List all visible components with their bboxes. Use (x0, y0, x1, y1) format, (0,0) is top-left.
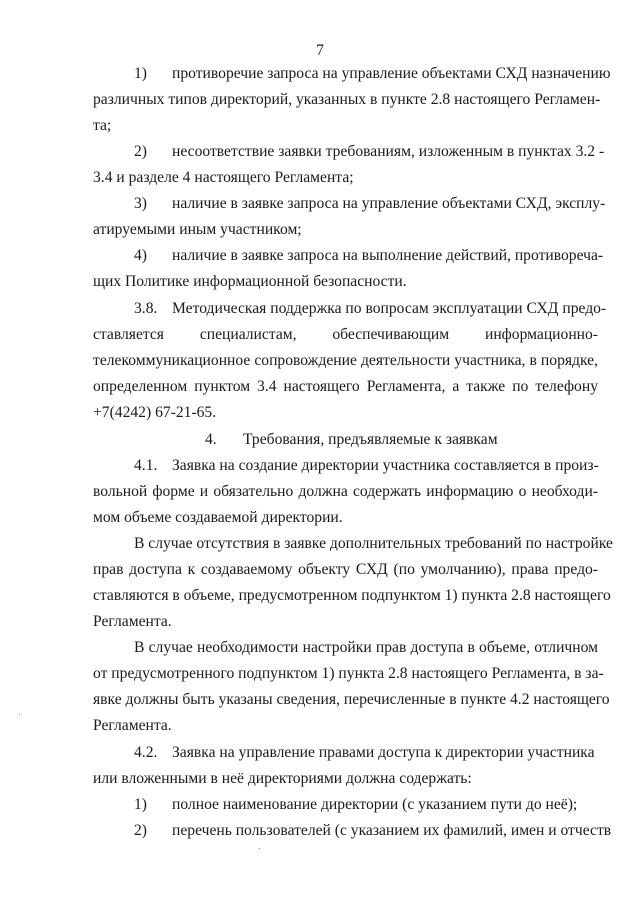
section-heading (205, 430, 498, 450)
text-line: телекоммуникационное сопровождение деятельности участника, в порядке, (93, 352, 598, 369)
line-text: Методическая поддержка по вопросам эксплуатации СХД предо- (172, 300, 607, 317)
line-text: несоответствие заявки требованиям, изложенным в пунктах 3.2 - (172, 143, 605, 160)
clause-number: 3.8. (134, 300, 158, 317)
text-line: ставляются в объеме, предусмотренном подпунктом 1) пункта 2.8 настоящего (93, 587, 611, 604)
clause-number: 4.2. (134, 744, 158, 761)
item-label: 3) (134, 195, 147, 212)
line-text: Заявка на управление правами доступа к директории участника (172, 744, 595, 761)
text-line: явке должны быть указаны сведения, перечисленные в пункте 4.2 настоящего (93, 691, 610, 708)
text-line: прав доступа к создаваемому объекту СХД (по умолчанию), права предо- (93, 561, 598, 578)
text-line: от предусмотренного подпунктом 1) пункта 2.8 настоящего Регламента, в за- (93, 665, 604, 682)
clause-number: 4.1. (134, 457, 158, 474)
text-line: та; (93, 117, 112, 134)
text-line: Регламента. (93, 613, 172, 630)
clause-heading (134, 299, 606, 319)
text-line: определенном пунктом 3.4 настоящего Регламента, а также по телефону (93, 378, 598, 395)
text-line: В случае отсутствия в заявке дополнительных требований по настройке (134, 535, 613, 552)
text-line: В случае необходимости настройки прав доступа в объеме, отличном (134, 639, 598, 656)
line-text: наличие в заявке запроса на выполнение действий, противореча- (172, 247, 604, 264)
line-text: перечень пользователей (с указанием их фамилий, имен и отчеств (172, 822, 612, 839)
text-line: 3.4 и разделе 4 настоящего Регламента; (93, 169, 354, 186)
item-label: 4) (134, 247, 147, 264)
text-line: Регламента. (93, 717, 172, 734)
text-line: вольной форме и обязательно должна содержать информацию о необходи- (93, 483, 598, 500)
text-line: щих Политике информационной безопасности. (93, 273, 407, 290)
scan-speck (19, 714, 20, 715)
text-line: +7(4242) 67-21-65. (93, 404, 217, 421)
page-number: 7 (316, 42, 324, 59)
list-item (134, 821, 611, 841)
list-item (134, 142, 604, 162)
text-line: мом объеме создаваемой директории. (93, 509, 343, 526)
item-label: 1) (134, 796, 147, 813)
clause-heading (134, 456, 599, 476)
list-item (134, 246, 603, 266)
clause-heading (134, 743, 595, 763)
section-title: Требования, предъявляемые к заявкам (243, 431, 498, 448)
scan-speck (259, 848, 260, 849)
text-line: атируемыми иным участником; (93, 221, 302, 238)
list-item (134, 64, 611, 84)
item-label: 2) (134, 143, 147, 160)
list-item (134, 194, 605, 214)
list-item (134, 795, 577, 815)
text-line: различных типов директорий, указанных в пункте 2.8 настоящего Регламен- (93, 91, 601, 108)
item-label: 1) (134, 65, 147, 82)
line-text: Заявка на создание директории участника составляется в произ- (172, 457, 599, 474)
text-line: ставляется специалистам, обеспечивающим информационно- (93, 326, 598, 343)
section-number: 4. (205, 431, 217, 448)
text-line: или вложенными в неё директориями должна содержать: (93, 770, 472, 787)
line-text: полное наименование директории (с указанием пути до неё); (172, 796, 578, 813)
item-label: 2) (134, 822, 147, 839)
line-text: противоречие запроса на управление объектами СХД назначению (172, 65, 611, 82)
line-text: наличие в заявке запроса на управление объектами СХД, эксплу- (172, 195, 606, 212)
